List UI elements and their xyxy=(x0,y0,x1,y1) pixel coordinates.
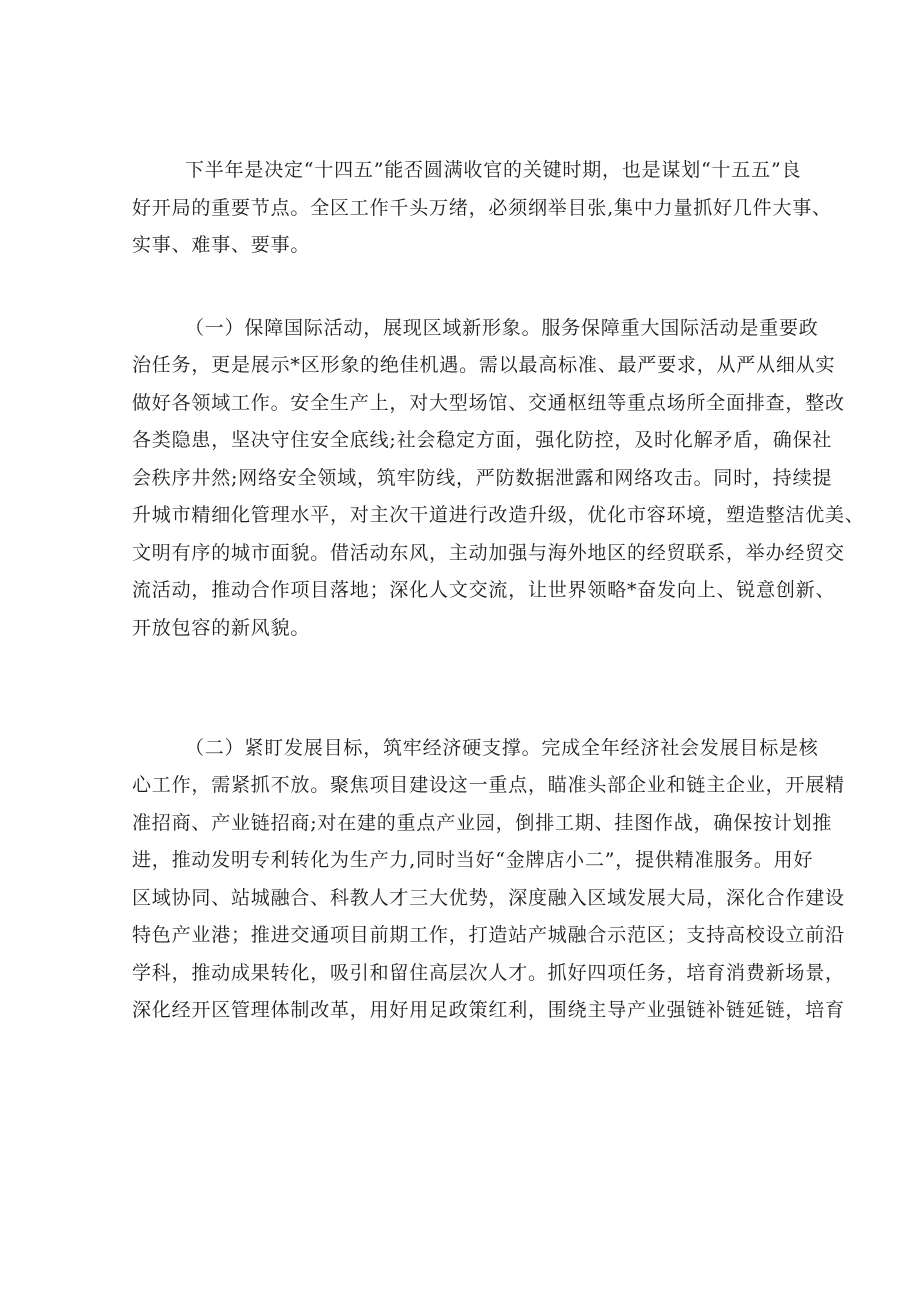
text-line: 文明有序的城市面貌。借活动东风，主动加强与海外地区的经贸联系，举办经贸交 xyxy=(132,542,845,564)
text-line: 进，推动发明专利转化为生产力,同时当好“金牌店小二”，提供精准服务。用好 xyxy=(132,849,814,871)
text-line: （一）保障国际活动，展现区域新形象。服务保障重大国际活动是重要政 xyxy=(185,317,819,339)
text-line: 深化经开区管理体制改革，用好用足政策红利，围绕主导产业强链补链延链，培育 xyxy=(132,999,845,1021)
text-line: 流活动，推动合作项目落地；深化人文交流，让世界领略*奋发向上、锐意创新、 xyxy=(132,579,836,601)
text-line: 下半年是决定“十四五”能否圆满收官的关键时期，也是谋划“十五五”良 xyxy=(185,159,802,181)
text-line: 升城市精细化管理水平，对主次干道进行改造升级，优化市容环境，塑造整洁优美、 xyxy=(132,504,865,526)
text-line: 学科，推动成果转化，吸引和留住高层次人才。抓好四项任务，培育消费新场景， xyxy=(132,962,845,984)
text-line: 开放包容的新风貌。 xyxy=(132,617,311,639)
text-line: 区域协同、站城融合、科教人才三大优势，深度融入区域发展大局，深化合作建设 xyxy=(132,887,845,909)
text-line: 好开局的重要节点。全区工作千头万绪，必须纲举目张,集中力量抓好几件大事、 xyxy=(132,197,832,219)
text-line: 准招商、产业链招商;对在建的重点产业园，倒排工期、挂图作战，确保按计划推 xyxy=(132,812,833,834)
text-line: 实事、难事、要事。 xyxy=(132,234,311,256)
text-line: 会秩序井然;网络安全领域，筑牢防线，严防数据泄露和网络攻击。同时，持续提 xyxy=(132,467,833,489)
text-line: 治任务，更是展示*区形象的绝佳机遇。需以最高标准、最严要求，从严从细从实 xyxy=(132,354,836,376)
text-line: 做好各领域工作。安全生产上，对大型场馆、交通枢纽等重点场所全面排查，整改 xyxy=(132,392,845,414)
text-line: 心工作，需紧抓不放。聚焦项目建设这一重点，瞄准头部企业和链主企业，开展精 xyxy=(132,774,845,796)
text-line: 特色产业港；推进交通项目前期工作，打造站产城融合示范区；支持高校设立前沿 xyxy=(132,924,845,946)
text-line: （二）紧盯发展目标，筑牢经济硬支撑。完成全年经济社会发展目标是核 xyxy=(185,737,819,759)
text-line: 各类隐患，坚决守住安全底线;社会稳定方面，强化防控，及时化解矛盾，确保社 xyxy=(132,429,833,451)
